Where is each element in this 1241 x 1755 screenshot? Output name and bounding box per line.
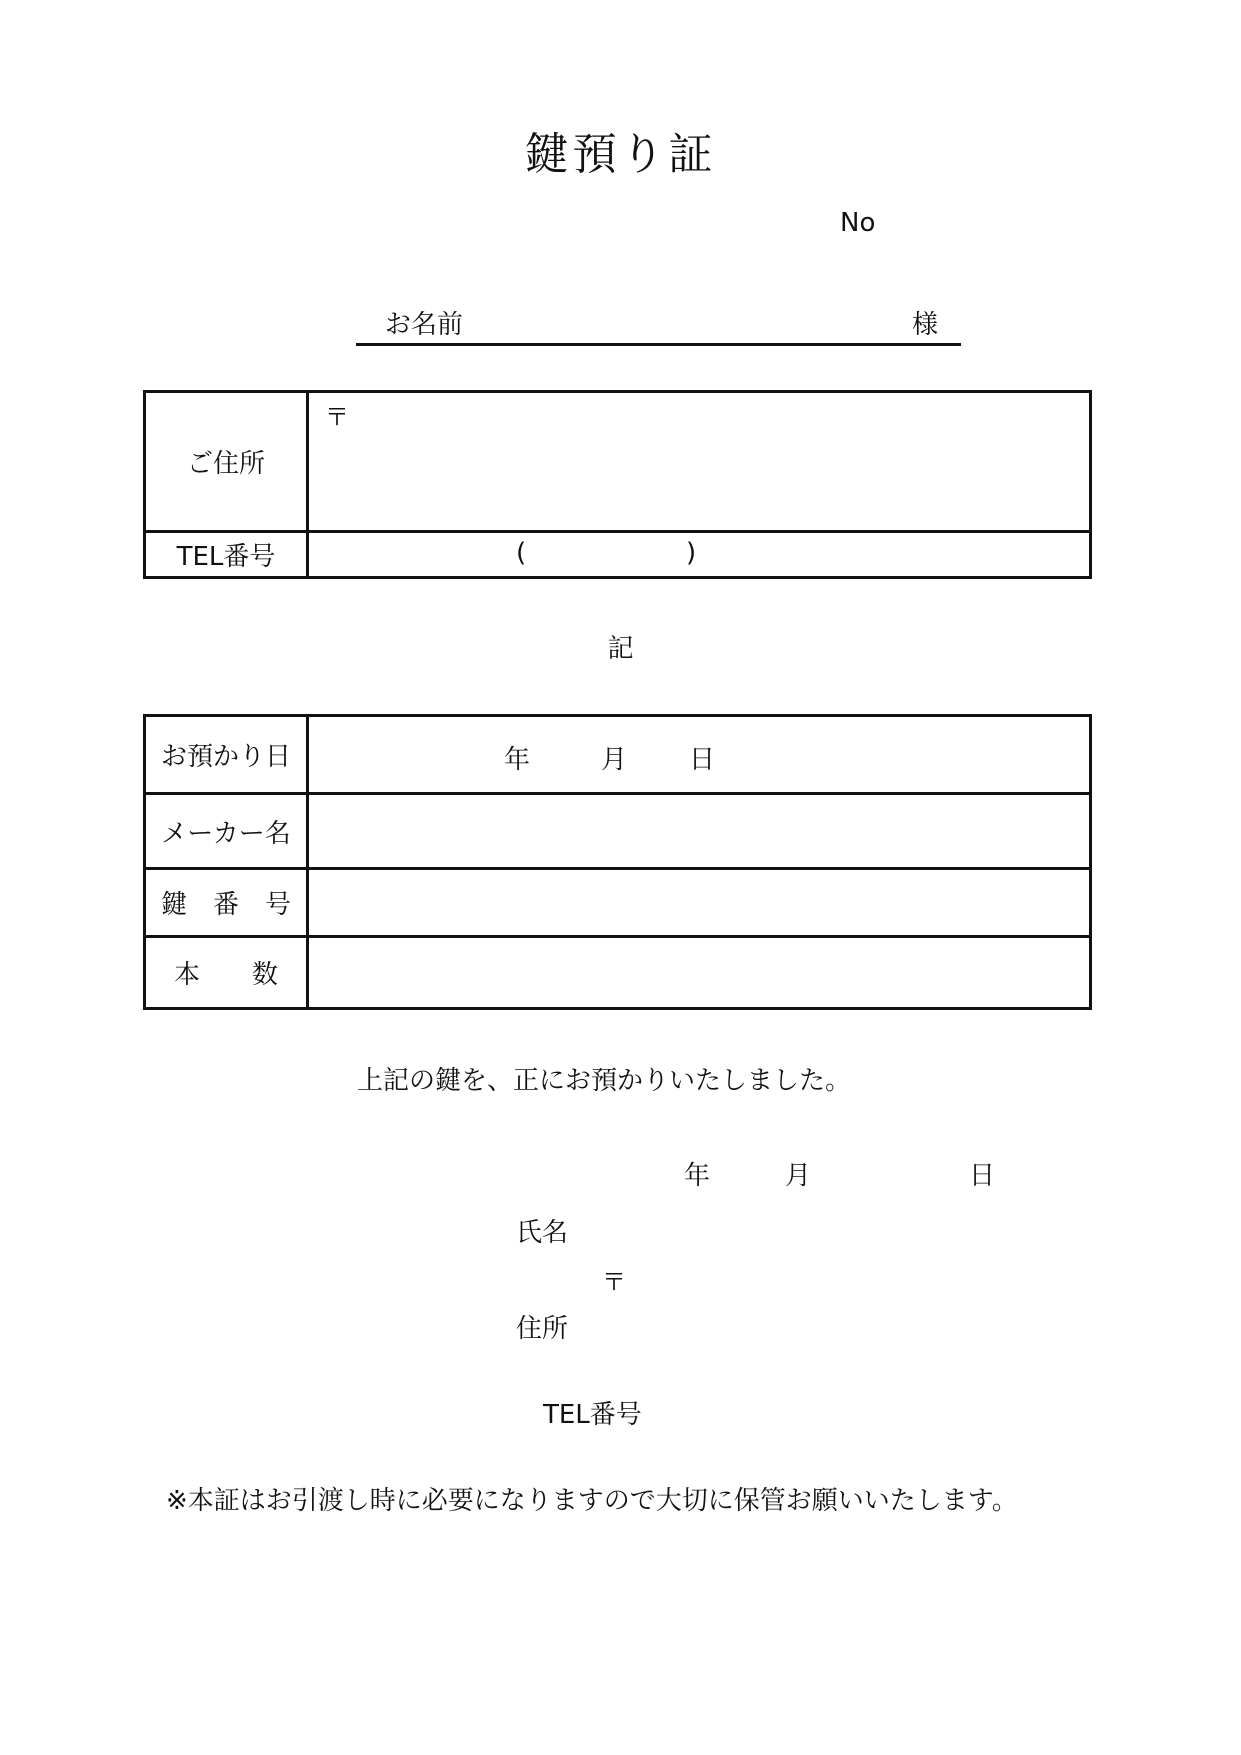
details-table	[143, 714, 1092, 1010]
month-label: 月	[601, 745, 628, 775]
address-field[interactable]	[308, 392, 1091, 532]
deposit-date-field[interactable]	[308, 716, 1091, 794]
signature-name-label: 氏名	[516, 1218, 569, 1248]
year-label: 年	[504, 745, 531, 775]
address-label: ご住所	[145, 392, 308, 532]
tel-paren-open: (	[516, 538, 527, 568]
signature-month-label: 月	[785, 1161, 812, 1191]
ki-heading: 記	[607, 634, 634, 664]
key-number-label: 鍵 番 号	[145, 869, 308, 937]
maker-label: メーカー名	[145, 794, 308, 869]
customer-table	[143, 390, 1092, 579]
signature-day-label: 日	[969, 1161, 996, 1191]
tel-paren-close: )	[686, 538, 697, 568]
name-honorific: 様	[912, 310, 939, 340]
maker-field[interactable]	[308, 794, 1091, 869]
signature-year-label: 年	[684, 1161, 711, 1191]
name-label: お名前	[385, 310, 464, 340]
key-count-field[interactable]	[308, 937, 1091, 1009]
tel-field[interactable]	[308, 532, 1091, 578]
key-count-label: 本 数	[145, 937, 308, 1009]
signature-address-label: 住所	[516, 1314, 569, 1344]
receipt-statement: 上記の鍵を、正にお預かりいたしました。	[357, 1066, 852, 1096]
tel-label: TEL番号	[145, 532, 308, 578]
day-label: 日	[689, 745, 716, 775]
number-label: No	[840, 208, 876, 238]
signature-postal-mark: 〒	[602, 1268, 626, 1296]
postal-mark: 〒	[325, 403, 349, 431]
deposit-date-label: お預かり日	[145, 716, 308, 794]
signature-tel-label: TEL番号	[543, 1400, 642, 1430]
document-title: 鍵預り証	[524, 129, 717, 180]
key-number-field[interactable]	[308, 869, 1091, 937]
footer-note: ※本証はお引渡し時に必要になりますので大切に保管お願いいたします。	[166, 1486, 1018, 1516]
name-underline	[356, 343, 961, 346]
